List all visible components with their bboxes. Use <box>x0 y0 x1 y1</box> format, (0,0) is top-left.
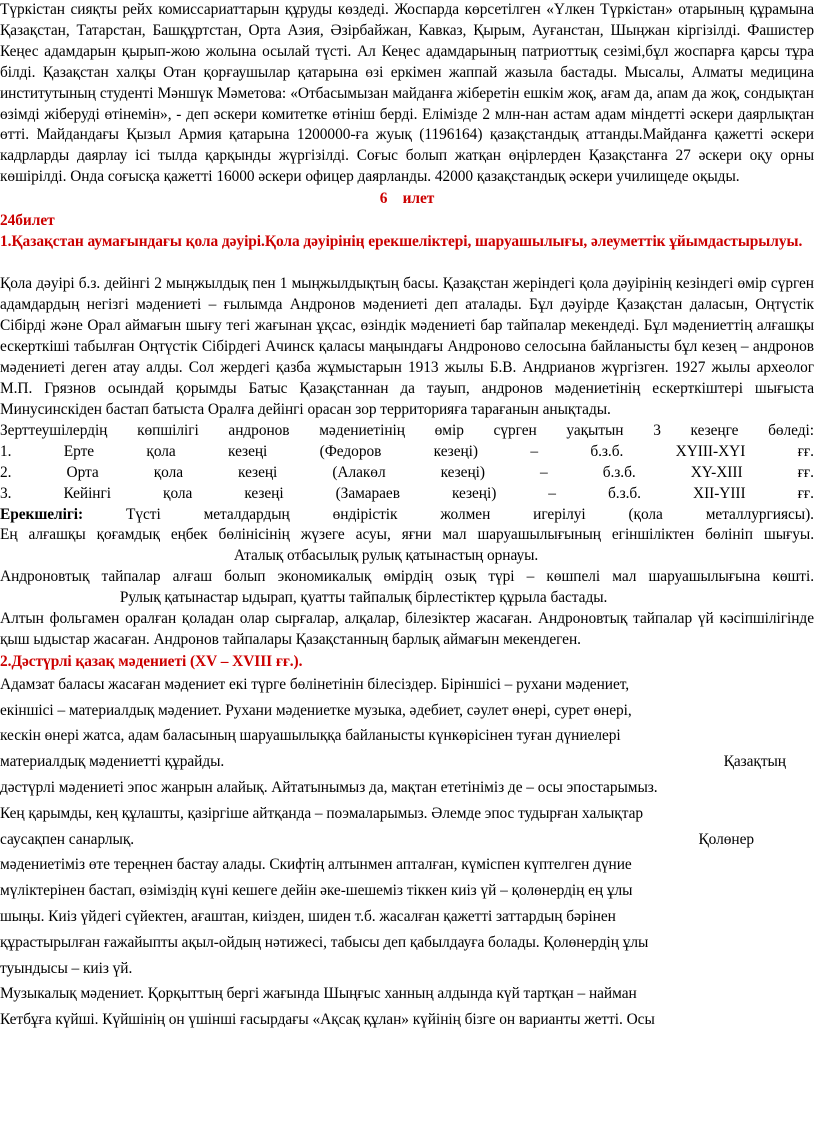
features-row <box>0 504 814 525</box>
features-label: Ерекшелігі: <box>0 506 84 524</box>
period-number: 3. <box>0 485 12 503</box>
period-word: XII-YIII <box>693 485 746 503</box>
period-word: кезеңі <box>244 485 284 503</box>
features-word: игерілуі <box>533 506 586 524</box>
features-text-3: Алтын фольгамен оралған қоладан олар сырғалар, алқалар, білезіктер жасаған. Андроновтық тайпалар үй кәсіпшілігінде қыш ыдыстар жасаған. Андронов тайпалары Қазақстанның барлық аймағын мекендеген. <box>0 610 814 648</box>
period-word: ғғ. <box>797 464 814 482</box>
culture-paragraph <box>0 672 814 1033</box>
period-word: кезеңі) <box>440 464 485 482</box>
period-row-3 <box>0 483 814 504</box>
period-word: кезеңі <box>238 464 278 482</box>
features-sentence: Аталық отбасылық рулық қатынастың орнауы. <box>233 547 539 565</box>
period-word: (Замараев <box>335 485 400 503</box>
period-word: (Алакөл <box>332 464 386 482</box>
features-word: Түсті <box>126 506 161 524</box>
periods-list <box>0 441 814 504</box>
section-heading: 6 илет <box>379 190 435 208</box>
culture-line-right: Қазақтың <box>723 753 786 771</box>
period-word: б.з.б. <box>607 485 641 503</box>
culture-line <box>0 749 814 775</box>
features-text-2 <box>0 567 814 609</box>
features-word: (қола <box>628 506 663 524</box>
culture-line: мәдениетіміз өте тереңнен бастау алады. Скифтің алтынмен апталған, күміспен күптелген дүние <box>0 856 632 874</box>
period-row-2 <box>0 462 814 483</box>
blank-line <box>0 252 814 274</box>
period-word: Орта <box>66 464 99 482</box>
periods-intro: Зерттеушілердің көпшілігі андронов мәдениетінің өмір сүрген уақытын 3 кезеңге бөледі: <box>0 421 814 439</box>
music-line: Кетбұға күйші. Күйшінің он үшінші ғасырдағы «Ақсақ құлан» күйінің бізге он варианты жетті. Осы <box>0 1011 655 1029</box>
question-2-title: 2.Дәстүрлі қазақ мәдениеті (XV – XVIII ғғ.). <box>0 652 303 670</box>
period-word: қола <box>163 485 193 503</box>
features-sentence: Ең алғашқы қоғамдық еңбек бөлінісінің жүзеге асуы, яғни мал шаруашылығының егіншіліктен бөлініп шығуы. <box>0 526 814 544</box>
period-word: б.з.б. <box>590 443 624 461</box>
period-word: (Федоров <box>319 443 382 461</box>
features-word: металдардың <box>203 506 290 524</box>
period-word: б.з.б. <box>602 464 636 482</box>
culture-line: Адамзат баласы жасаған мәдениет екі түрге бөлінетінін білесіздер. Біріншісі – рухани мәдениет, <box>0 675 630 693</box>
culture-line: Кең қарымды, кең құлашты, қазіргіше айтқанда – поэмаларымыз. Әлемде эпос тудырған халықтар <box>0 804 644 822</box>
period-word: – <box>548 485 556 503</box>
period-word: Ерте <box>63 443 95 461</box>
culture-line: мүліктерінен бастап, өзіміздің күні кешеге дейін әке-шешеміз тіккен киіз үй – қолөнердің ең ұлы <box>0 882 633 900</box>
features-text-1 <box>0 525 814 567</box>
period-word: – <box>540 464 548 482</box>
period-word: XYIII-XYI <box>675 443 746 461</box>
culture-line-left: материалдық мәдениетті құрайды. <box>0 753 225 771</box>
culture-line: дәстүрлі мәдениеті эпос жанрын алайық. Айтатынымыз да, мақтан ететініміз де – осы эпостарымыз. <box>0 779 658 797</box>
period-row-1 <box>0 441 814 462</box>
bronze-age-paragraph: Қола дәуірі б.з. дейінгі 2 мыңжылдық пен 1 мыңжылдықтың басы. Қазақстан жеріндегі қола дәуірінің кезіндегі өмір сүрген адамдардың негізгі мәдениеті – ғылымда Андронов мәдениеті деп аталады. Бұл дәуірде Қазақстан даласын, Оңтүстік Сібірді және Орал аймағын шығу тегі жағынан ұқсас, өзіндік мәдениеті бар тайпалар мекендеді. Бұл мәдениеттің алғашқы ескерткіші табылған Оңтүстік Сібірдегі Ачинск қаласы маңындағы Андроново селосына байланысты бұл кезең – андронов мәдениеті деген атау алды. Сол жердегі қазба жұмыстарын 1913 жылы Б.В. Андрианов жүргізген. 1927 жылы археолог М.П. Грязнов осындай қорымды Батыс Қазақстаннан да тауып, андронов мәдениетінің ескерткіштері шығыста Минусинскіден бастап батыста Оралға дейінгі орасан зор территорияға тарағанын анықтады. <box>0 275 814 418</box>
period-word: – <box>530 443 538 461</box>
culture-line: екіншісі – материалдық мәдениет. Рухани мәдениетке музыка, әдебиет, сәулет өнері, сурет өнері, <box>0 701 632 719</box>
culture-line-left: саусақпен санарлық. <box>0 830 135 848</box>
culture-line: құрастырылған ғажайыпты ақыл-ойдың нәтижесі, табысы деп қабылдауға болады. Қолөнердің ұлы <box>0 933 649 951</box>
music-line: Музыкалық мәдениет. Қорқыттың бергі жағында Шыңғыс ханның алдында күй тартқан – найман <box>0 985 637 1003</box>
period-number: 1. <box>0 443 12 461</box>
culture-line: туындысы – киіз үй. <box>0 959 133 977</box>
period-word: кезеңі) <box>451 485 497 503</box>
period-word: XY-XIII <box>690 464 743 482</box>
question-1-title: 1.Қазақстан аумағындағы қола дәуірі.Қола дәуірінің ерекшеліктері, шаруашылығы, әлеуметтік ұйымдастырылуы. <box>0 233 803 251</box>
features-word: жолмен <box>440 506 491 524</box>
period-word: Кейінгі <box>63 485 111 503</box>
culture-line: кескін өнері жатса, адам баласының шаруашылыққа байланысты күнкөрісінен туған дүниелері <box>0 727 621 745</box>
features-word: металлургиясы). <box>705 506 814 524</box>
period-word: ғғ. <box>797 443 814 461</box>
features-word: өндірістік <box>332 506 398 524</box>
features-sentence: Андроновтық тайпалар алғаш болып экономикалық өмірдің озық түрі – көшпелі мал шаруашылығына көшті. <box>0 568 814 586</box>
culture-line <box>0 827 814 853</box>
period-word: қола <box>153 464 183 482</box>
period-number: 2. <box>0 464 12 482</box>
features-sentence: Рулық қатынастар ыдырап, қуатты тайпалық бірлестіктер құрыла бастады. <box>119 589 608 607</box>
culture-line-right: Қолөнер <box>698 830 754 848</box>
period-word: қола <box>146 443 176 461</box>
period-word: кезеңі) <box>433 443 478 461</box>
period-word: кезеңі <box>228 443 268 461</box>
ticket-label: 24билет <box>0 212 55 230</box>
intro-paragraph: Түркістан сияқты рейх комиссариаттарын құруды көздеді. Жоспарда көрсетілген «Үлкен Түркістан» отарының құрамына Қазақстан, Татарстан, Башқұртстан, Орта Азия, Әзірбайжан, Кавказ, Қырым, Ауғанстан, Шыңжан кіргізілді. Фашистер Кеңес адамдарын қырып-жою жолына осылай түсті. Ал Кеңес адамдарының патриоттық сезімі,бұл жоспарға қарсы тұра білді. Қазақстан халқы Отан қорғаушылар қатарына өзі еркімен жаппай жазыла бастады. Мысалы, Алматы медицина институтының студенті Мәншүк Мәметова: «Отбасымызан майданға жіберетін ешкім жоқ, ағам да, апам да жоқ, сондықтан өзімді жіберуді өтінемін», - деп әскери комитетке өтініш берді. Елімізде 2 млн-нан астам адам міндетті әскери даярлықтан өтті. Майдандағы Қызыл Армия қатарына 1200000-ға жуық (1196164) қазақстандық аттанды.Майданға қажетті әскери кадрларды даярлау ісі тылда қарқынды жүргізілді. Соғыс болып жатқан өңірлерден Қазақстанға 27 әскери оқу орны көшірілді. Онда соғысқа қажетті 16000 әскери офицер даярланды. 42000 қазақстандық әскери училищеде оқыды. <box>0 1 814 186</box>
period-word: ғғ. <box>797 485 814 503</box>
culture-line: шыңы. Киіз үйдегі сүйектен, ағаштан, киізден, шиден т.б. жасалған қажетті заттардың бәрінен <box>0 908 616 926</box>
